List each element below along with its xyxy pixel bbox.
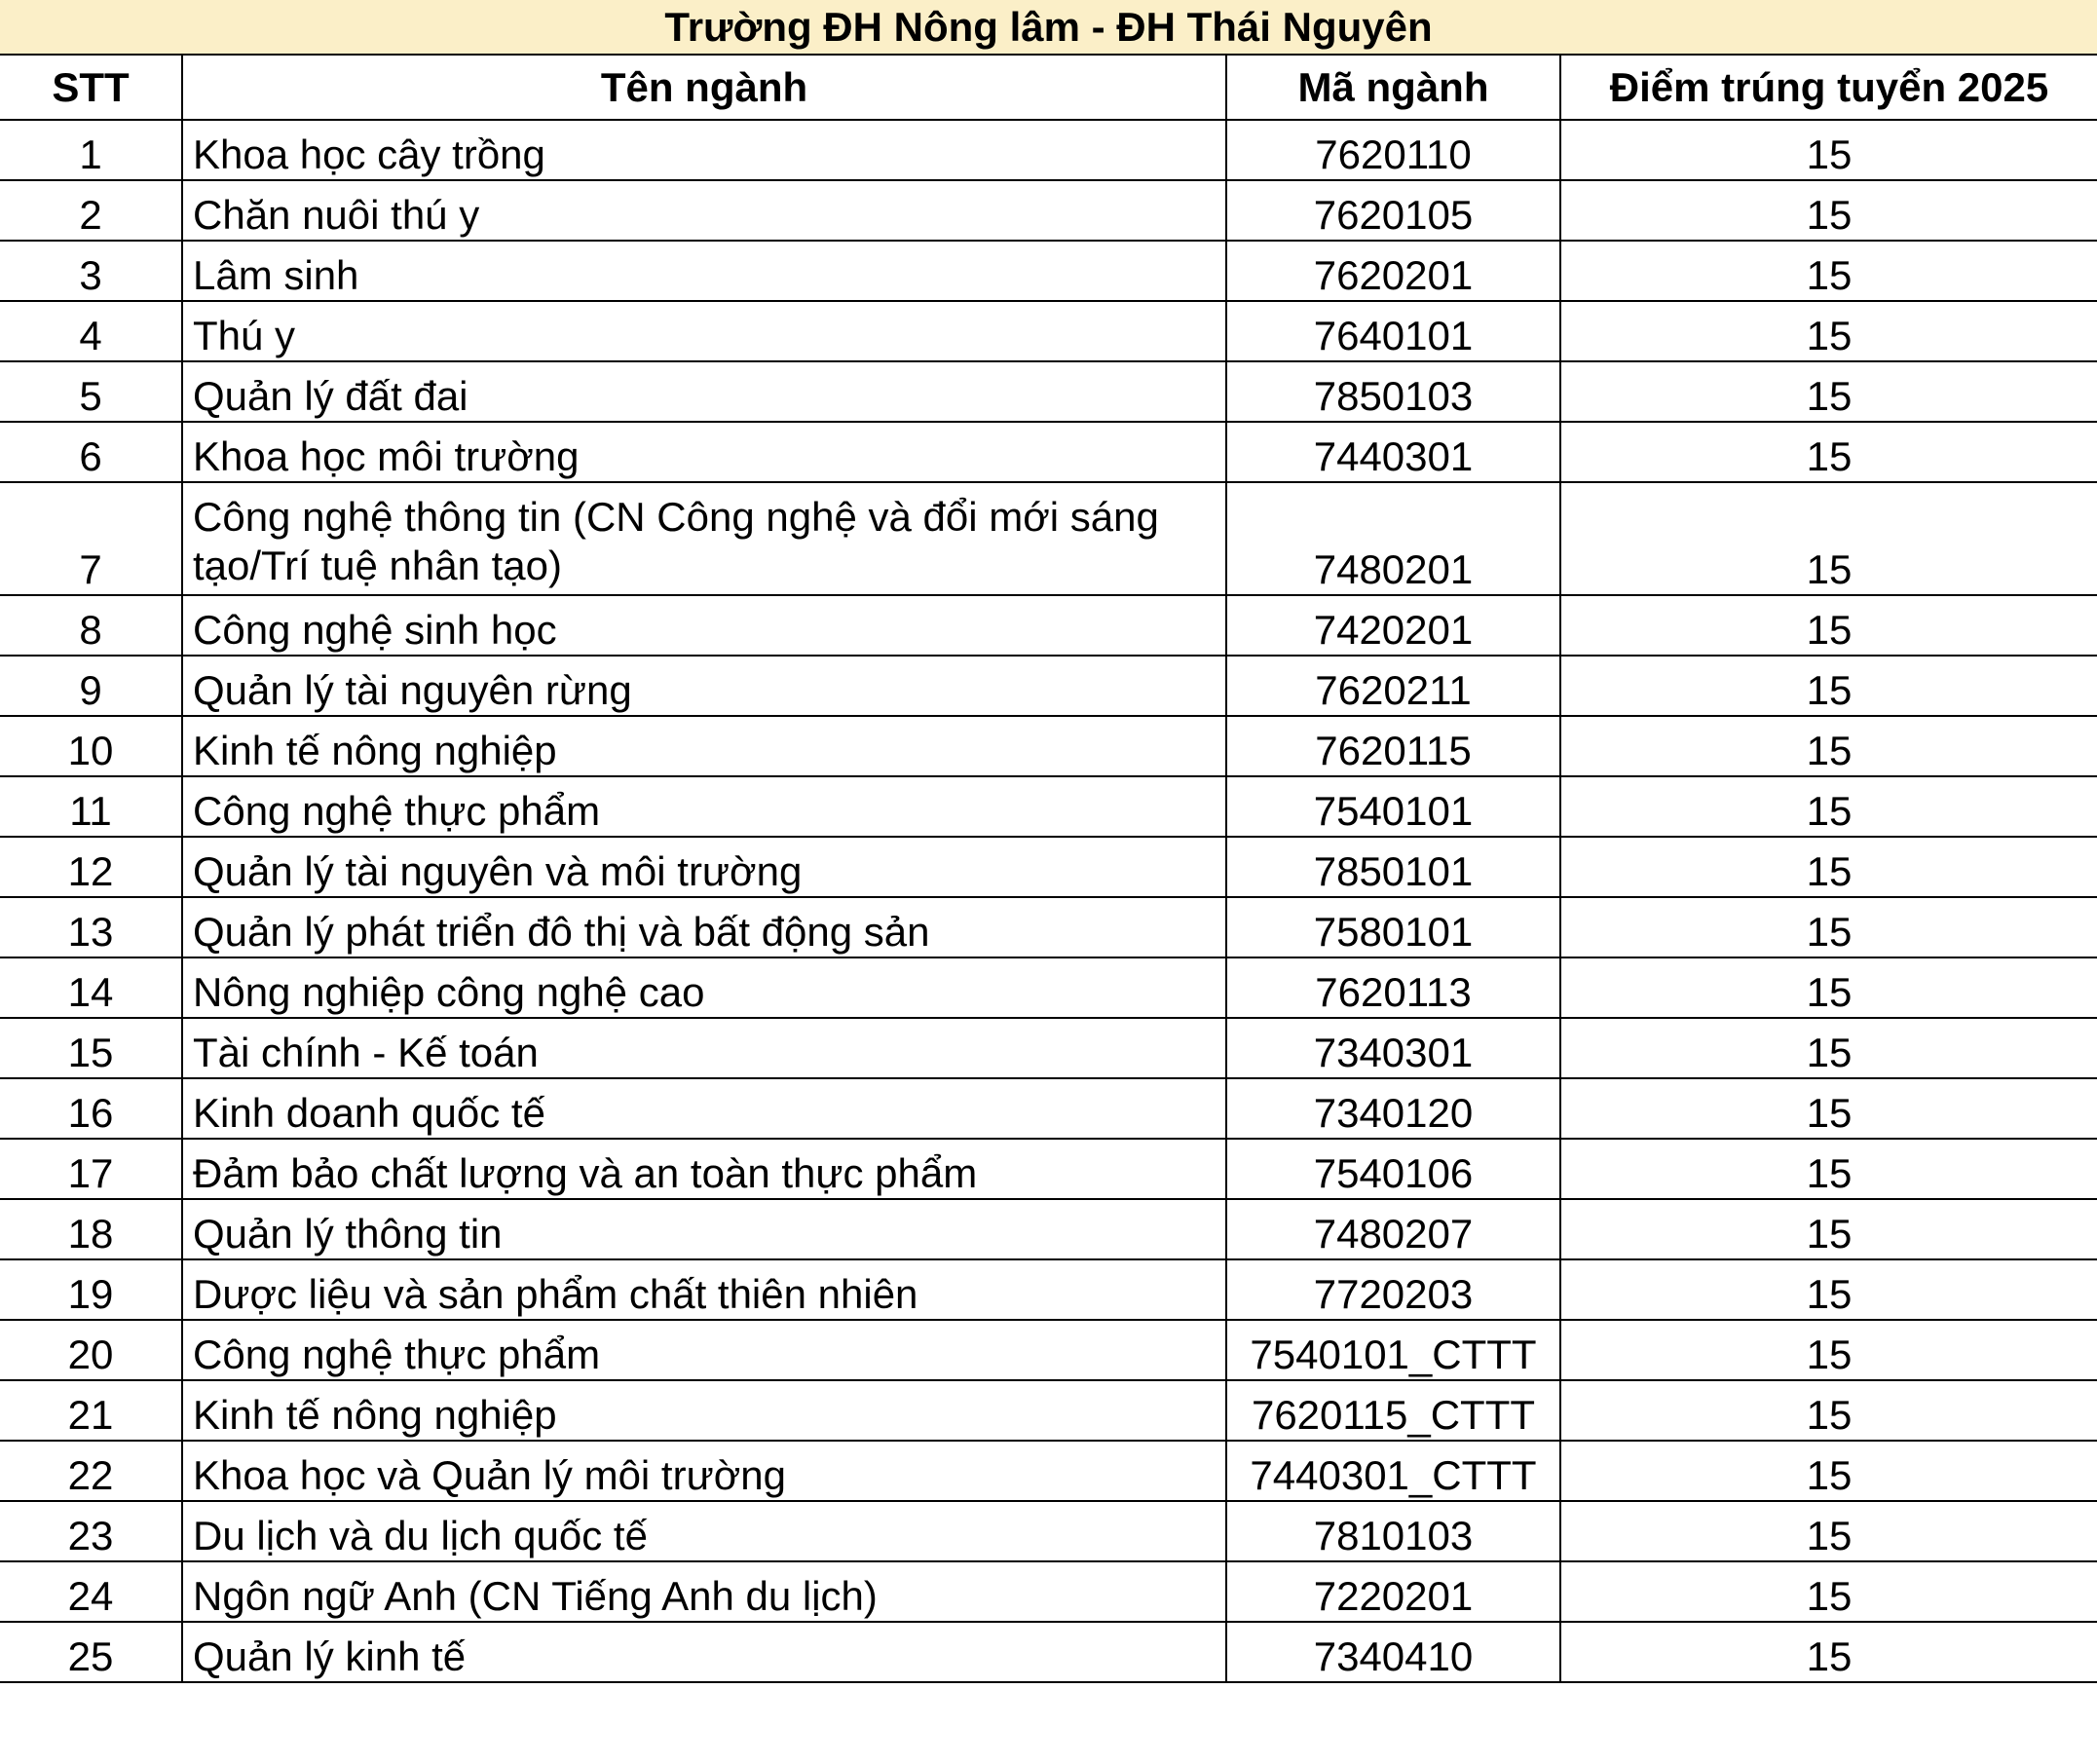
table-row (0, 482, 2097, 595)
cell-score: 15 (1560, 656, 2097, 716)
cell-name: Du lịch và du lịch quốc tế (182, 1501, 1226, 1561)
table-row (0, 1259, 2097, 1320)
cell-stt: 3 (0, 241, 182, 301)
cell-code: 7620211 (1226, 656, 1560, 716)
cell-name: Công nghệ sinh học (182, 595, 1226, 656)
table-row (0, 1441, 2097, 1501)
cell-stt: 13 (0, 897, 182, 957)
cell-code: 7540106 (1226, 1139, 1560, 1199)
cell-code: 7620201 (1226, 241, 1560, 301)
cell-stt: 23 (0, 1501, 182, 1561)
cell-score: 15 (1560, 1380, 2097, 1441)
table-row (0, 776, 2097, 837)
cell-score: 15 (1560, 241, 2097, 301)
cell-score: 15 (1560, 422, 2097, 482)
cell-score: 15 (1560, 180, 2097, 241)
table-row (0, 656, 2097, 716)
cell-code: 7440301_CTTT (1226, 1441, 1560, 1501)
cell-name: Công nghệ thực phẩm (182, 1320, 1226, 1380)
table-row (0, 1078, 2097, 1139)
table-row (0, 595, 2097, 656)
cell-stt: 25 (0, 1622, 182, 1682)
cell-code: 7620115 (1226, 716, 1560, 776)
cell-name: Dược liệu và sản phẩm chất thiên nhiên (182, 1259, 1226, 1320)
table-row (0, 241, 2097, 301)
cell-score: 15 (1560, 482, 2097, 595)
header-score: Điểm trúng tuyển 2025 (1560, 56, 2097, 120)
table-row (0, 180, 2097, 241)
score-table (0, 56, 2097, 1683)
cell-code: 7580101 (1226, 897, 1560, 957)
table-body (0, 120, 2097, 1682)
cell-score: 15 (1560, 957, 2097, 1018)
cell-name: Quản lý phát triển đô thị và bất động sản (182, 897, 1226, 957)
cell-stt: 24 (0, 1561, 182, 1622)
cell-stt: 2 (0, 180, 182, 241)
table-row (0, 361, 2097, 422)
header-row (0, 56, 2097, 120)
cell-stt: 17 (0, 1139, 182, 1199)
cell-code: 7220201 (1226, 1561, 1560, 1622)
cell-stt: 6 (0, 422, 182, 482)
table-row (0, 1622, 2097, 1682)
cell-code: 7420201 (1226, 595, 1560, 656)
cell-stt: 14 (0, 957, 182, 1018)
cell-score: 15 (1560, 1199, 2097, 1259)
cell-score: 15 (1560, 837, 2097, 897)
cell-name: Kinh tế nông nghiệp (182, 1380, 1226, 1441)
cell-name: Khoa học và Quản lý môi trường (182, 1441, 1226, 1501)
cell-code: 7340120 (1226, 1078, 1560, 1139)
cell-code: 7850103 (1226, 361, 1560, 422)
table-row (0, 837, 2097, 897)
cell-score: 15 (1560, 1320, 2097, 1380)
cell-code: 7850101 (1226, 837, 1560, 897)
cell-name: Lâm sinh (182, 241, 1226, 301)
cell-name: Nông nghiệp công nghệ cao (182, 957, 1226, 1018)
cell-score: 15 (1560, 716, 2097, 776)
cell-stt: 18 (0, 1199, 182, 1259)
cell-stt: 15 (0, 1018, 182, 1078)
cell-stt: 16 (0, 1078, 182, 1139)
cell-score: 15 (1560, 1441, 2097, 1501)
cell-score: 15 (1560, 361, 2097, 422)
table-header (0, 56, 2097, 120)
cell-score: 15 (1560, 776, 2097, 837)
sheet-title: Trường ĐH Nông lâm - ĐH Thái Nguyên (0, 0, 2097, 56)
cell-stt: 4 (0, 301, 182, 361)
cell-code: 7720203 (1226, 1259, 1560, 1320)
cell-name: Ngôn ngữ Anh (CN Tiếng Anh du lịch) (182, 1561, 1226, 1622)
cell-stt: 9 (0, 656, 182, 716)
cell-name: Quản lý thông tin (182, 1199, 1226, 1259)
cell-score: 15 (1560, 1561, 2097, 1622)
cell-name: Khoa học cây trồng (182, 120, 1226, 180)
cell-code: 7480207 (1226, 1199, 1560, 1259)
cell-code: 7440301 (1226, 422, 1560, 482)
cell-stt: 10 (0, 716, 182, 776)
header-code: Mã ngành (1226, 56, 1560, 120)
table-row (0, 120, 2097, 180)
cell-stt: 22 (0, 1441, 182, 1501)
cell-code: 7340301 (1226, 1018, 1560, 1078)
table-row (0, 422, 2097, 482)
table-row (0, 1380, 2097, 1441)
cell-score: 15 (1560, 1501, 2097, 1561)
cell-name: Công nghệ thực phẩm (182, 776, 1226, 837)
cell-code: 7480201 (1226, 482, 1560, 595)
table-row (0, 897, 2097, 957)
cell-score: 15 (1560, 1078, 2097, 1139)
cell-stt: 11 (0, 776, 182, 837)
cell-code: 7620110 (1226, 120, 1560, 180)
table-row (0, 301, 2097, 361)
cell-score: 15 (1560, 1139, 2097, 1199)
cell-name: Quản lý tài nguyên và môi trường (182, 837, 1226, 897)
header-stt: STT (0, 56, 182, 120)
table-row (0, 1320, 2097, 1380)
cell-name: Quản lý kinh tế (182, 1622, 1226, 1682)
cell-code: 7620113 (1226, 957, 1560, 1018)
table-row (0, 1018, 2097, 1078)
table-row (0, 957, 2097, 1018)
cell-stt: 21 (0, 1380, 182, 1441)
cell-code: 7640101 (1226, 301, 1560, 361)
cell-code: 7540101_CTTT (1226, 1320, 1560, 1380)
cell-score: 15 (1560, 1259, 2097, 1320)
cell-name: Tài chính - Kế toán (182, 1018, 1226, 1078)
cell-code: 7620105 (1226, 180, 1560, 241)
cell-score: 15 (1560, 120, 2097, 180)
cell-name: Công nghệ thông tin (CN Công nghệ và đổi mới sáng tạo/Trí tuệ nhân tạo) (182, 482, 1226, 595)
table-row (0, 1199, 2097, 1259)
cell-stt: 1 (0, 120, 182, 180)
cell-name: Khoa học môi trường (182, 422, 1226, 482)
cell-name: Thú y (182, 301, 1226, 361)
cell-name: Quản lý đất đai (182, 361, 1226, 422)
cell-score: 15 (1560, 897, 2097, 957)
cell-name: Đảm bảo chất lượng và an toàn thực phẩm (182, 1139, 1226, 1199)
cell-stt: 20 (0, 1320, 182, 1380)
cell-stt: 7 (0, 482, 182, 595)
cell-code: 7340410 (1226, 1622, 1560, 1682)
cell-score: 15 (1560, 595, 2097, 656)
cell-name: Quản lý tài nguyên rừng (182, 656, 1226, 716)
cell-score: 15 (1560, 1622, 2097, 1682)
cell-code: 7810103 (1226, 1501, 1560, 1561)
cell-name: Kinh doanh quốc tế (182, 1078, 1226, 1139)
table-row (0, 1561, 2097, 1622)
cell-stt: 12 (0, 837, 182, 897)
cell-name: Chăn nuôi thú y (182, 180, 1226, 241)
cell-stt: 19 (0, 1259, 182, 1320)
table-row (0, 1139, 2097, 1199)
table-row (0, 716, 2097, 776)
header-name: Tên ngành (182, 56, 1226, 120)
cell-code: 7620115_CTTT (1226, 1380, 1560, 1441)
cell-score: 15 (1560, 1018, 2097, 1078)
cell-name: Kinh tế nông nghiệp (182, 716, 1226, 776)
cell-stt: 5 (0, 361, 182, 422)
table-row (0, 1501, 2097, 1561)
cell-stt: 8 (0, 595, 182, 656)
cell-code: 7540101 (1226, 776, 1560, 837)
cell-score: 15 (1560, 301, 2097, 361)
